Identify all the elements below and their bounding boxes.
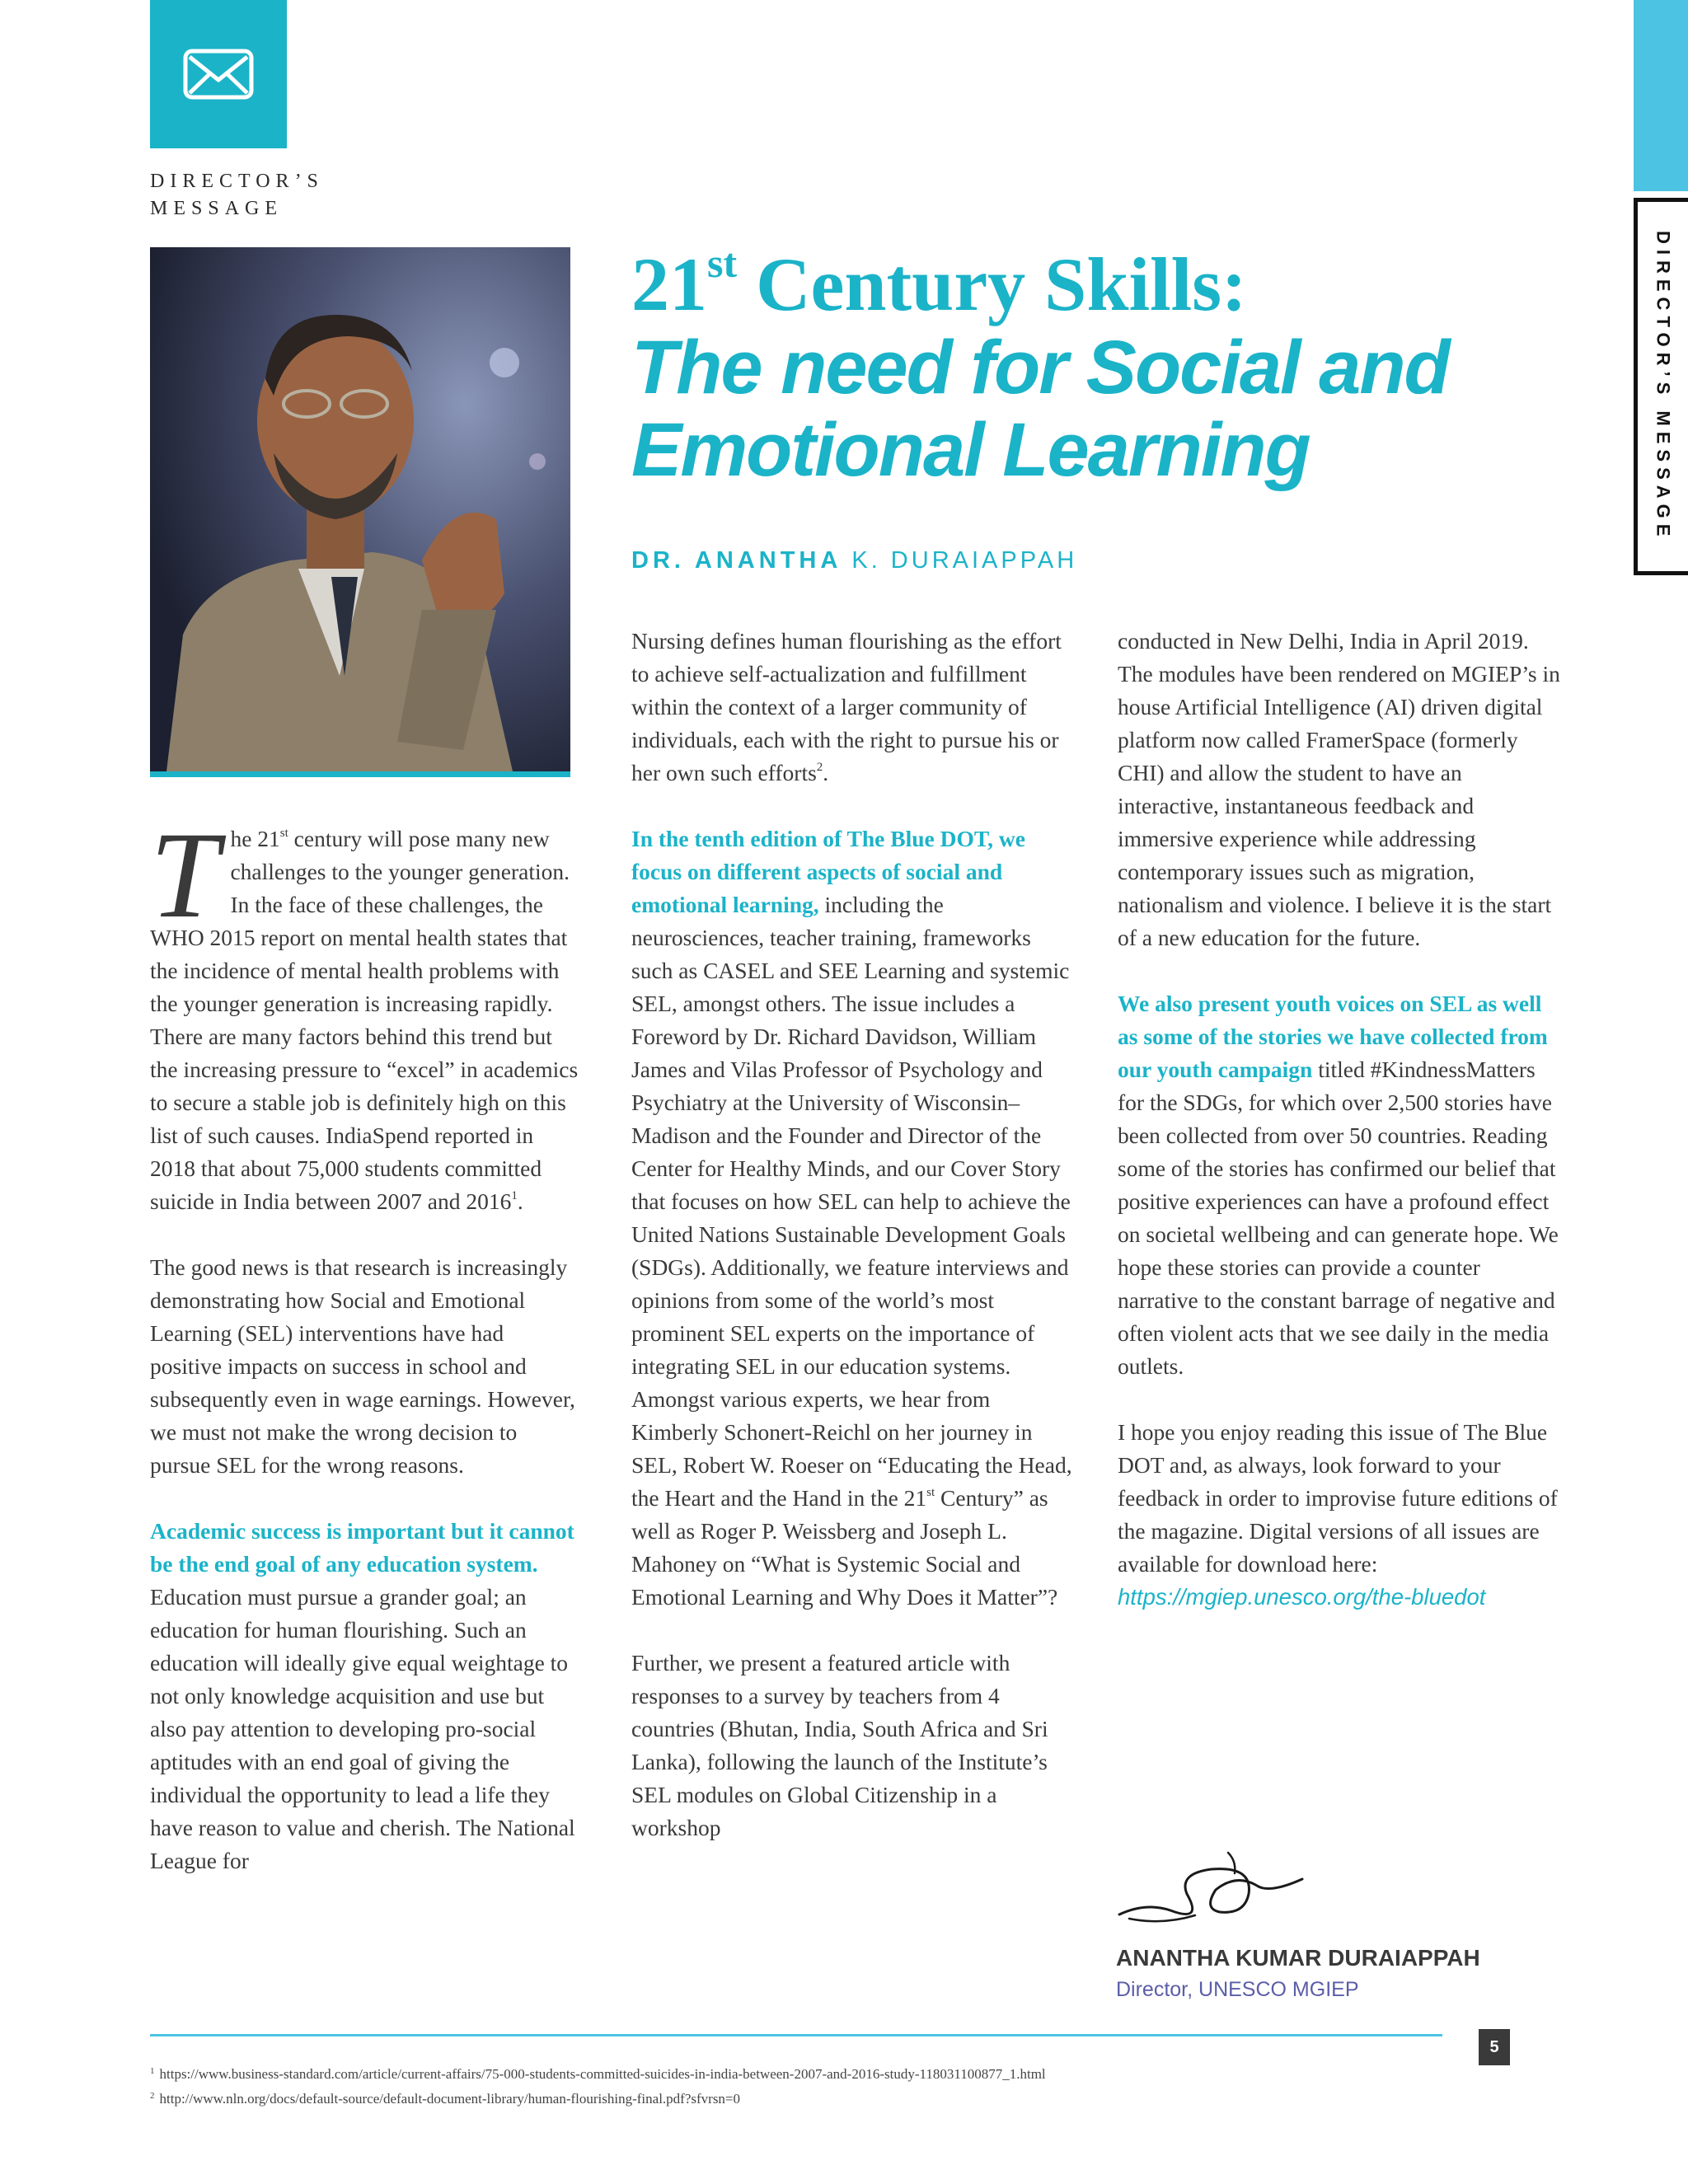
side-color-bar	[1634, 0, 1688, 191]
signatory-name: ANANTHA KUMAR DURAIAPPAH	[1116, 1945, 1480, 1971]
signatory-role: Director, UNESCO MGIEP	[1116, 1978, 1359, 2001]
director-portrait-photo	[150, 247, 570, 771]
article-title-subtitle: The need for Social and Emotional Learning	[631, 326, 1449, 492]
highlight-lead: In the tenth edition of The Blue DOT, we focus on different aspects of social and emotional learning,	[631, 826, 1025, 917]
side-section-tab	[1634, 198, 1688, 575]
body-column-2	[631, 625, 1076, 1844]
paragraph: The 21st century will pose many new challenges to the younger generation. In the face of these challenges, the WHO 2015 report on mental health states that the incidence of mental health problems with the younger generation is increasing rapidly. There are many factors behind this trend but the increasing pressure to “excel” in academics to secure a stable job is definitely high on this list of such causes. IndiaSpend reported in 2018 that about 75,000 students committed suicide in India between 2007 and 2016$^1$.	[150, 807, 579, 1214]
envelope-icon	[183, 49, 254, 100]
footnote-ref: 2	[816, 761, 823, 774]
mail-badge	[150, 0, 287, 148]
page-number: 5	[1479, 2029, 1510, 2065]
footnote-2[interactable]: $^2$ http://www.nln.org/docs/default-source/default-document-library/human-flourishing-final.pdf?sfvrsn=0	[150, 2091, 741, 2107]
paragraph: conducted in New Delhi, India in April 2019. The modules have been rendered on MGIEP’s in house Artificial Intelligence (AI) driven digital platform now called FramerSpace (formerly CHI) and allow the student to have an interactive, instantaneous feedback and immersive experience while addressing contemporary issues such as migration, nationalism and violence. I believe it is the start of a new education for the future.	[1118, 628, 1560, 950]
bluedot-link[interactable]: https://mgiep.unesco.org/the-bluedot	[1118, 1584, 1486, 1610]
footnotes	[150, 2062, 1551, 2111]
paragraph: The good news is that research is increasingly demonstrating how Social and Emotional Learning (SEL) interventions have had positive impacts on success in school and subsequently even in wage earnings. However, we must not make the wrong decision to pursue SEL for the wrong reasons.	[150, 1254, 575, 1478]
author-byline: DR. ANANTHA K. DURAIAPPAH	[631, 547, 1078, 574]
side-tab-label: DIRECTOR’S MESSAGE	[1653, 231, 1674, 542]
body-column-3	[1118, 625, 1563, 1614]
body-column-1	[150, 807, 579, 1877]
paragraph: In the tenth edition of The Blue DOT, we focus on different aspects of social and emotional learning, including the neurosciences, teacher training, frameworks such as CASEL and SEE Learning and systemic SEL, amongst others. The issue includes a Foreword by Dr. Richard Davidson, William James and Vilas Professor of Psychology and Psychiatry at the University of Wisconsin–Madison and the Founder and Director of the Center for Healthy Minds, and our Cover Story that focuses on how SEL can help to achieve the United Nations Sustainable Development Goals (SDGs). Additionally, we feature interviews and opinions from some of the world’s most prominent SEL experts on the importance of integrating SEL in our education systems. Amongst various experts, we hear from Kimberly Schonert-Reichl on her journey in SEL, Robert W. Roeser on “Educating the Head, the Heart and the Hand in the 21st Century” as well as Roger P. Weissberg and Joseph L. Mahoney on “What is Systemic Social and Emotional Learning and Why Does it Matter”?	[631, 826, 1072, 1610]
footnote-1[interactable]: $^1$ https://www.business-standard.com/article/current-affairs/75-000-students-committed-suicides-in-india-between-2007-and-2016-study-118031100877_1.html	[150, 2066, 1046, 2082]
drop-cap: T	[150, 807, 219, 944]
portrait-illustration	[150, 247, 570, 771]
highlight-lead: We also present youth voices on SEL as well as some of the stories we have collected from our youth campaign	[1118, 991, 1548, 1082]
paragraph: Nursing defines human flourishing as the effort to achieve self-actualization and fulfillment within the context of a larger community of individuals, each with the right to pursue his or her own such efforts$^2$.	[631, 628, 1062, 785]
footnote-ref: 1	[511, 1189, 518, 1202]
footer-rule	[150, 2034, 1442, 2036]
article-title-line1: 21st Century Skills:	[631, 240, 1247, 326]
paragraph: Academic success is important but it cannot be the end goal of any education system. Education must pursue a grander goal; an education for human flourishing. Such an education will ideally give equal weightage to not only knowledge acquisition and use but also pay attention to developing pro-social aptitudes with an end goal of giving the individual the opportunity to lead a life they have reason to value and cherish. The National League for	[150, 1518, 575, 1873]
photo-underline	[150, 771, 570, 777]
paragraph: I hope you enjoy reading this issue of The Blue DOT and, as always, look forward to your feedback in order to improvise future editions of the magazine. Digital versions of all issues are available for download here: https://mgiep.unesco.org/the-bluedot	[1118, 1419, 1558, 1610]
paragraph: Further, we present a featured article with responses to a survey by teachers from 4 countries (Bhutan, India, South Africa and Sri Lanka), following the launch of the Institute’s SEL modules on Global Citizenship in a workshop	[631, 1650, 1048, 1840]
highlight-lead: Academic success is important but it cannot be the end goal of any education system.	[150, 1518, 574, 1577]
paragraph: We also present youth voices on SEL as well as some of the stories we have collected from our youth campaign titled #KindnessMatters for the SDGs, for which over 2,500 stories have been collected from over 50 countries. Reading some of the stories has confirmed our belief that positive experiences can have a profound effect on societal wellbeing and can generate hope. We hope these stories can provide a counter narrative to the constant barrage of negative and often violent acts that we see daily in the media outlets.	[1118, 991, 1559, 1379]
handwritten-signature	[1113, 1836, 1311, 1935]
section-label: DIRECTOR’S MESSAGE	[150, 171, 324, 219]
